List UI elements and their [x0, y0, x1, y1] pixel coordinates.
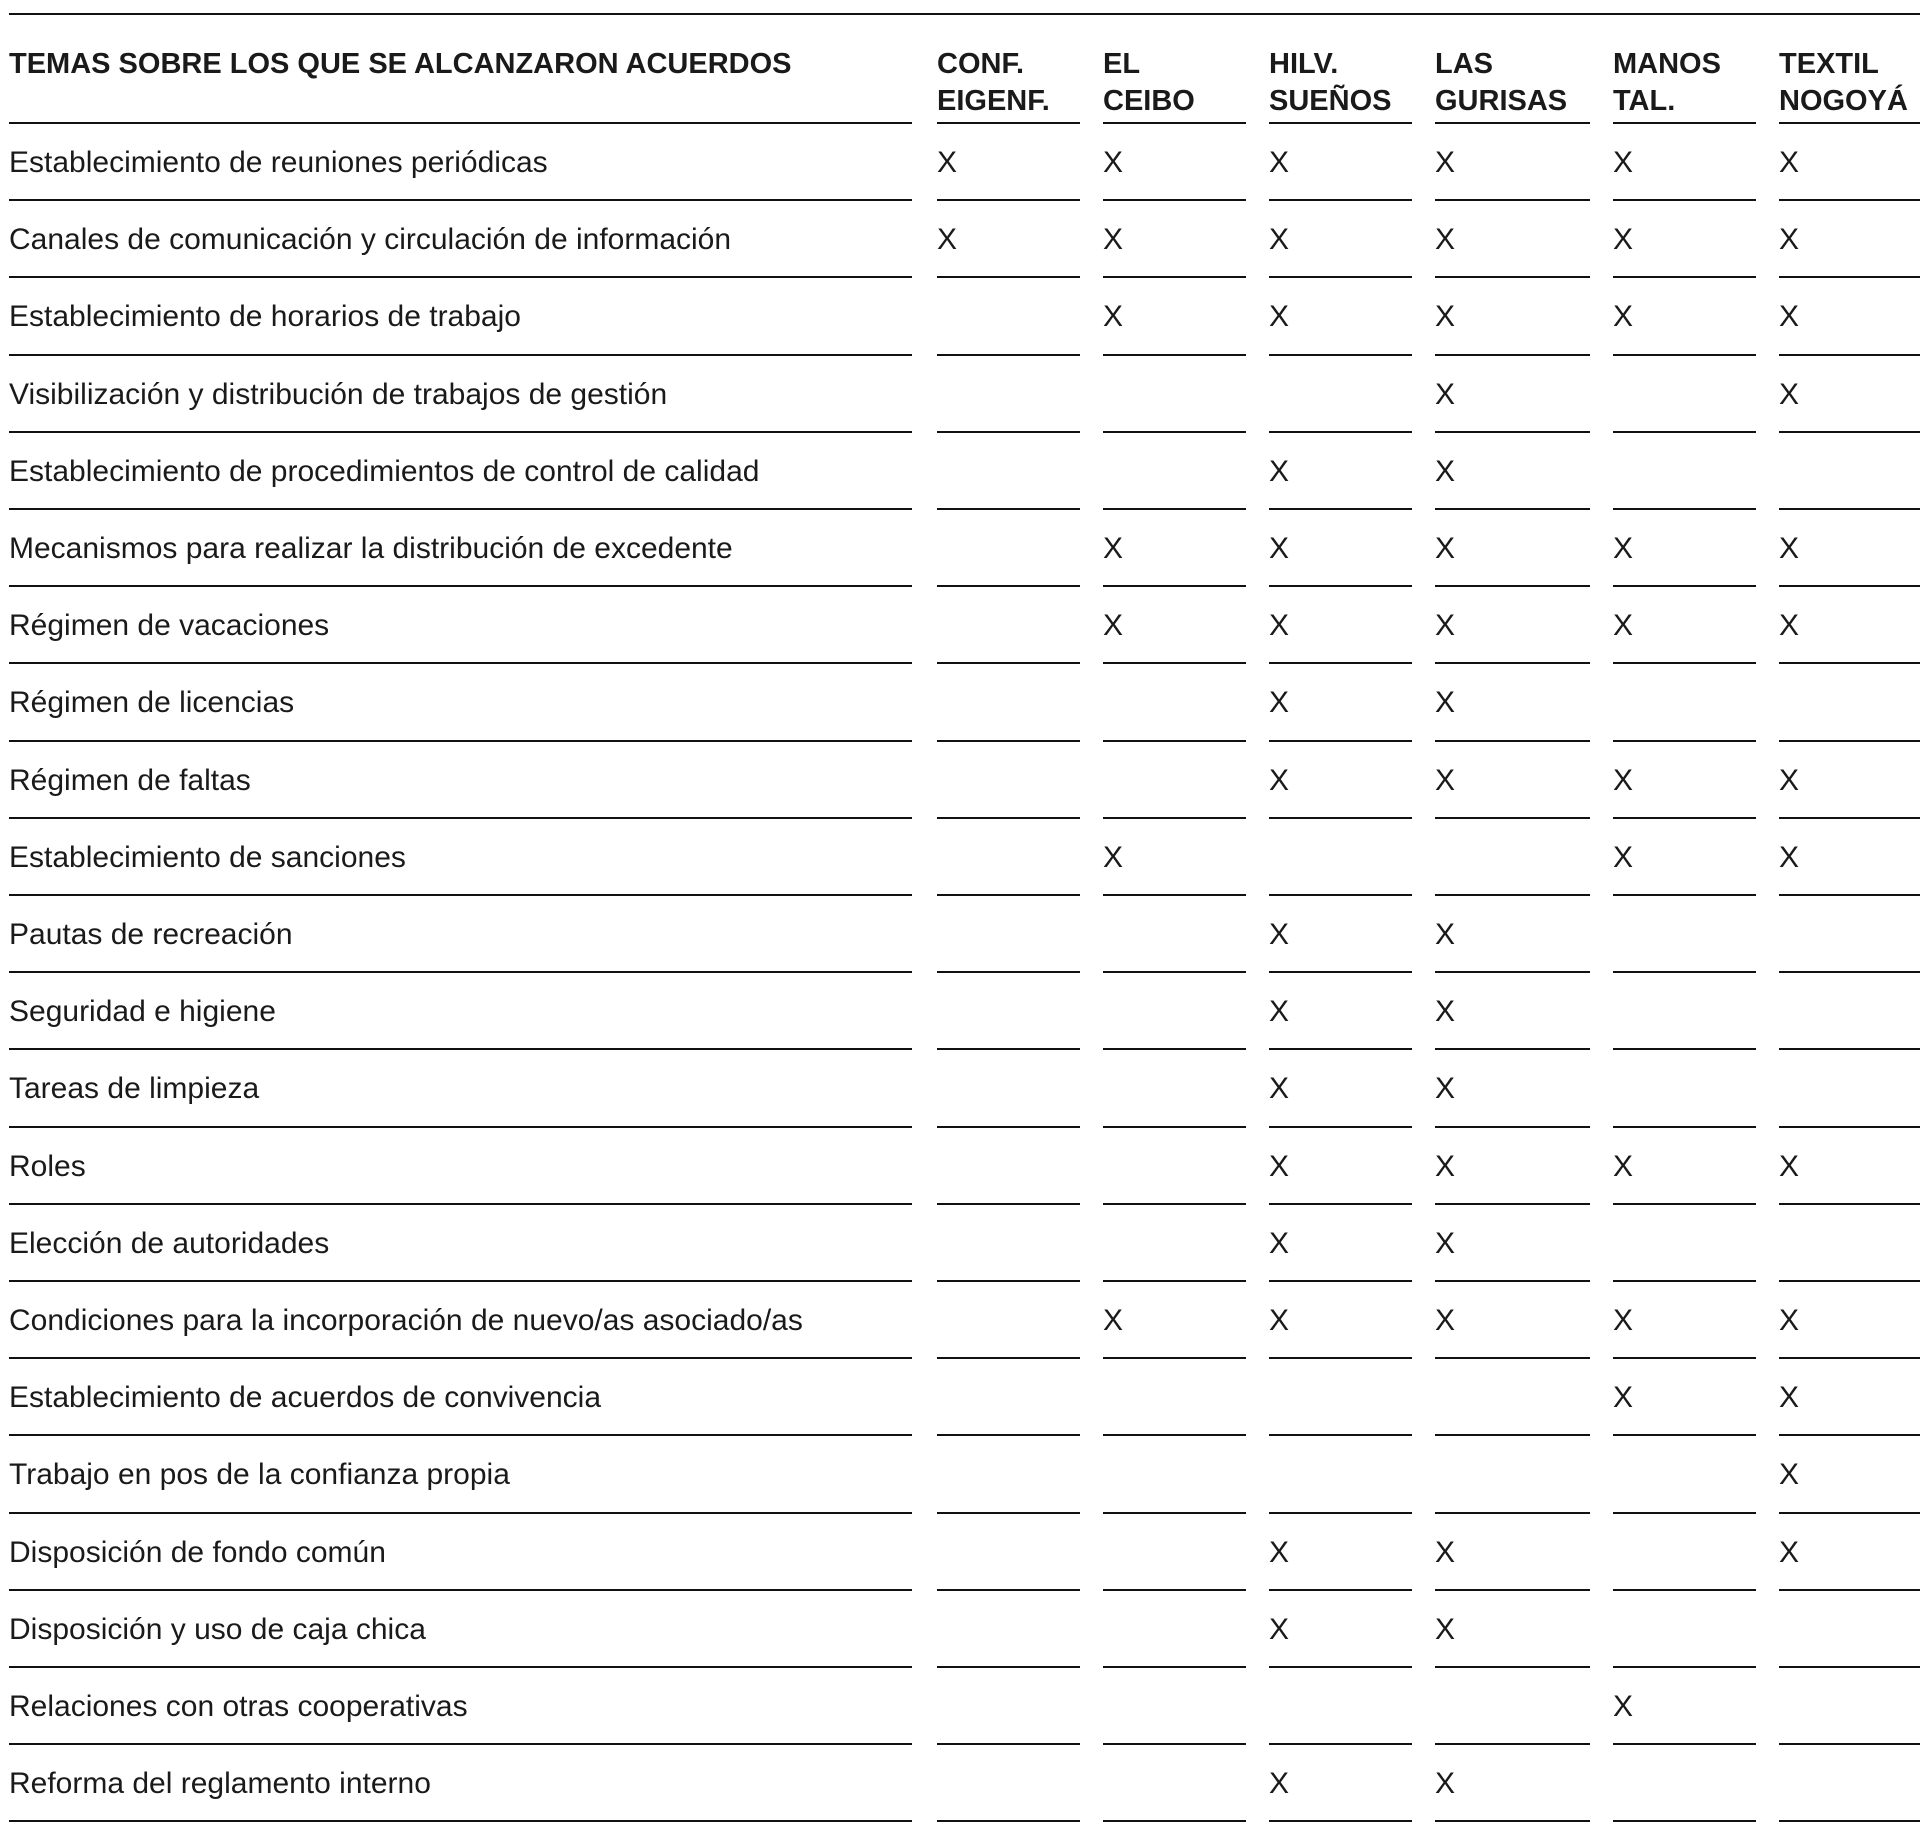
row-topic-tareas-de-limpieza: Tareas de limpieza [9, 1050, 912, 1127]
agreement-mark: X [1779, 1149, 1800, 1183]
agreement-mark: X [1103, 532, 1124, 565]
row-18-mark-col-6 [1779, 1436, 1920, 1513]
agreement-mark: X [1103, 609, 1124, 643]
row-21-mark-col-3 [1269, 1668, 1412, 1745]
row-10-mark-col-1 [937, 819, 1080, 896]
row-22-mark-col-4 [1435, 1745, 1590, 1822]
row-19-mark-col-5 [1613, 1514, 1756, 1591]
row-13-mark-col-5 [1613, 1050, 1756, 1127]
header-column-5: MANOS TAL. [1613, 14, 1756, 124]
header-column-4: LAS GURISAS [1435, 14, 1590, 124]
row-13-mark-col-4 [1435, 1050, 1590, 1127]
agreement-mark: X [1269, 1149, 1290, 1183]
row-5-mark-col-2 [1103, 433, 1246, 510]
agreement-mark: X [1435, 1767, 1456, 1801]
row-topic-disposicion-y-uso-de-caja-chica: Disposición y uso de caja chica [9, 1591, 912, 1668]
agreement-mark: X [1269, 300, 1290, 334]
row-13-mark-col-3 [1269, 1050, 1412, 1127]
row-1-mark-col-5 [1613, 124, 1756, 201]
header-topic: TEMAS SOBRE LOS QUE SE ALCANZARON ACUERDOS [9, 14, 912, 124]
agreement-mark: X [1269, 454, 1290, 488]
row-6-mark-col-4 [1435, 510, 1590, 587]
row-topic-canales-de-comunicacion-y-circulacion-de-informacion: Canales de comunicación y circulación de información [9, 201, 912, 278]
agreement-mark: X [1103, 840, 1124, 874]
agreement-mark: X [1779, 609, 1800, 643]
agreement-mark: X [1435, 1535, 1456, 1569]
row-12-mark-col-5 [1613, 973, 1756, 1050]
row-16-mark-col-5 [1613, 1282, 1756, 1359]
row-11-mark-col-2 [1103, 896, 1246, 973]
row-10-mark-col-4 [1435, 819, 1590, 896]
row-5-mark-col-5 [1613, 433, 1756, 510]
agreement-mark: X [1779, 1535, 1800, 1569]
agreement-mark: X [1435, 1612, 1456, 1646]
agreement-mark: X [1103, 1304, 1124, 1337]
agreement-mark: X [1269, 1767, 1290, 1801]
row-15-mark-col-2 [1103, 1205, 1246, 1282]
row-12-mark-col-6 [1779, 973, 1920, 1050]
row-topic-establecimiento-de-horarios-de-trabajo: Establecimiento de horarios de trabajo [9, 278, 912, 355]
row-18-mark-col-5 [1613, 1436, 1756, 1513]
row-18-mark-col-3 [1269, 1436, 1412, 1513]
row-12-mark-col-2 [1103, 973, 1246, 1050]
row-19-mark-col-1 [937, 1514, 1080, 1591]
header-column-2: EL CEIBO [1103, 14, 1246, 124]
agreement-mark: X [1435, 223, 1456, 257]
row-topic-visibilizacion-y-distribucion-de-trabajos-de-gestion: Visibilización y distribución de trabajos de gestión [9, 356, 912, 433]
agreement-mark: X [937, 223, 958, 257]
agreement-mark: X [1779, 840, 1800, 874]
row-20-mark-col-1 [937, 1591, 1080, 1668]
row-12-mark-col-4 [1435, 973, 1590, 1050]
row-7-mark-col-5 [1613, 587, 1756, 664]
row-topic-trabajo-en-pos-de-la-confianza-propia: Trabajo en pos de la confianza propia [9, 1436, 912, 1513]
row-16-mark-col-4 [1435, 1282, 1590, 1359]
row-1-mark-col-3 [1269, 124, 1412, 201]
agreement-mark: X [1103, 300, 1124, 334]
row-7-mark-col-4 [1435, 587, 1590, 664]
row-19-mark-col-3 [1269, 1514, 1412, 1591]
row-2-mark-col-4 [1435, 201, 1590, 278]
agreement-mark: X [1269, 609, 1290, 643]
row-8-mark-col-5 [1613, 664, 1756, 741]
row-10-mark-col-3 [1269, 819, 1412, 896]
agreement-mark: X [1613, 532, 1634, 565]
row-9-mark-col-1 [937, 742, 1080, 819]
row-9-mark-col-6 [1779, 742, 1920, 819]
agreement-mark: X [1779, 1304, 1800, 1337]
row-2-mark-col-5 [1613, 201, 1756, 278]
agreement-mark: X [1435, 1304, 1456, 1337]
row-topic-regimen-de-vacaciones: Régimen de vacaciones [9, 587, 912, 664]
row-6-mark-col-2 [1103, 510, 1246, 587]
row-topic-disposicion-de-fondo-comun: Disposición de fondo común [9, 1514, 912, 1591]
row-19-mark-col-4 [1435, 1514, 1590, 1591]
row-8-mark-col-1 [937, 664, 1080, 741]
row-14-mark-col-4 [1435, 1128, 1590, 1205]
header-column-1: CONF. EIGENF. [937, 14, 1080, 124]
row-14-mark-col-1 [937, 1128, 1080, 1205]
agreement-mark: X [1435, 532, 1456, 565]
row-5-mark-col-1 [937, 433, 1080, 510]
row-1-mark-col-1 [937, 124, 1080, 201]
agreement-mark: X [1435, 454, 1456, 488]
row-topic-establecimiento-de-reuniones-periodicas: Establecimiento de reuniones periódicas [9, 124, 912, 201]
row-7-mark-col-3 [1269, 587, 1412, 664]
row-5-mark-col-6 [1779, 433, 1920, 510]
agreement-mark: X [1269, 1226, 1290, 1260]
row-4-mark-col-5 [1613, 356, 1756, 433]
row-6-mark-col-1 [937, 510, 1080, 587]
agreement-mark: X [1613, 763, 1634, 797]
row-12-mark-col-1 [937, 973, 1080, 1050]
agreement-mark: X [1435, 686, 1456, 720]
agreement-mark: X [1613, 1690, 1634, 1723]
row-12-mark-col-3 [1269, 973, 1412, 1050]
agreement-mark: X [1269, 1072, 1290, 1106]
row-1-mark-col-2 [1103, 124, 1246, 201]
row-topic-establecimiento-de-procedimientos-de-control-de-calidad: Establecimiento de procedimientos de control de calidad [9, 433, 912, 510]
row-18-mark-col-4 [1435, 1436, 1590, 1513]
row-13-mark-col-2 [1103, 1050, 1246, 1127]
agreement-mark: X [1103, 223, 1124, 257]
row-2-mark-col-1 [937, 201, 1080, 278]
row-22-mark-col-5 [1613, 1745, 1756, 1822]
row-3-mark-col-6 [1779, 278, 1920, 355]
row-4-mark-col-4 [1435, 356, 1590, 433]
row-3-mark-col-1 [937, 278, 1080, 355]
row-21-mark-col-2 [1103, 1668, 1246, 1745]
row-topic-roles: Roles [9, 1128, 912, 1205]
row-3-mark-col-2 [1103, 278, 1246, 355]
row-16-mark-col-2 [1103, 1282, 1246, 1359]
row-21-mark-col-4 [1435, 1668, 1590, 1745]
agreement-mark: X [1779, 377, 1800, 411]
agreement-mark: X [1613, 223, 1634, 257]
agreement-mark: X [1613, 1149, 1634, 1183]
row-9-mark-col-4 [1435, 742, 1590, 819]
agreement-mark: X [1435, 1226, 1456, 1260]
row-topic-regimen-de-faltas: Régimen de faltas [9, 742, 912, 819]
row-16-mark-col-3 [1269, 1282, 1412, 1359]
agreement-mark: X [1103, 146, 1124, 179]
agreement-mark: X [1779, 300, 1800, 334]
row-topic-mecanismos-para-realizar-la-distribucion-de-excedente: Mecanismos para realizar la distribución de excedente [9, 510, 912, 587]
row-11-mark-col-6 [1779, 896, 1920, 973]
row-9-mark-col-2 [1103, 742, 1246, 819]
row-13-mark-col-1 [937, 1050, 1080, 1127]
row-topic-pautas-de-recreacion: Pautas de recreación [9, 896, 912, 973]
row-14-mark-col-2 [1103, 1128, 1246, 1205]
row-3-mark-col-3 [1269, 278, 1412, 355]
row-15-mark-col-4 [1435, 1205, 1590, 1282]
agreement-mark: X [1613, 146, 1634, 179]
agreement-mark: X [1269, 146, 1290, 179]
row-20-mark-col-6 [1779, 1591, 1920, 1668]
row-22-mark-col-1 [937, 1745, 1080, 1822]
agreement-mark: X [1269, 1535, 1290, 1569]
agreement-mark: X [1779, 532, 1800, 565]
agreement-mark: X [1779, 1458, 1800, 1492]
row-20-mark-col-5 [1613, 1591, 1756, 1668]
row-5-mark-col-4 [1435, 433, 1590, 510]
row-4-mark-col-1 [937, 356, 1080, 433]
row-topic-condiciones-para-la-incorporacion-de-nuevo-as-asociado-as: Condiciones para la incorporación de nuevo/as asociado/as [9, 1282, 912, 1359]
row-18-mark-col-2 [1103, 1436, 1246, 1513]
agreement-mark: X [1269, 763, 1290, 797]
row-1-mark-col-4 [1435, 124, 1590, 201]
row-7-mark-col-1 [937, 587, 1080, 664]
agreement-mark: X [1269, 1304, 1290, 1337]
row-15-mark-col-5 [1613, 1205, 1756, 1282]
row-22-mark-col-6 [1779, 1745, 1920, 1822]
row-4-mark-col-2 [1103, 356, 1246, 433]
row-21-mark-col-6 [1779, 1668, 1920, 1745]
row-9-mark-col-5 [1613, 742, 1756, 819]
row-4-mark-col-3 [1269, 356, 1412, 433]
agreement-mark: X [1779, 223, 1800, 257]
row-11-mark-col-1 [937, 896, 1080, 973]
row-14-mark-col-6 [1779, 1128, 1920, 1205]
header-column-6: TEXTIL NOGOYÁ [1779, 14, 1920, 124]
row-15-mark-col-3 [1269, 1205, 1412, 1282]
row-9-mark-col-3 [1269, 742, 1412, 819]
row-topic-regimen-de-licencias: Régimen de licencias [9, 664, 912, 741]
row-topic-establecimiento-de-sanciones: Establecimiento de sanciones [9, 819, 912, 896]
row-topic-establecimiento-de-acuerdos-de-convivencia: Establecimiento de acuerdos de convivencia [9, 1359, 912, 1436]
agreement-mark: X [1435, 995, 1456, 1029]
agreement-mark: X [1269, 223, 1290, 257]
row-18-mark-col-1 [937, 1436, 1080, 1513]
agreement-mark: X [1435, 763, 1456, 797]
agreement-mark: X [1613, 300, 1634, 334]
row-7-mark-col-6 [1779, 587, 1920, 664]
row-22-mark-col-3 [1269, 1745, 1412, 1822]
row-13-mark-col-6 [1779, 1050, 1920, 1127]
agreement-mark: X [1435, 609, 1456, 643]
row-6-mark-col-5 [1613, 510, 1756, 587]
agreement-mark: X [1613, 1381, 1634, 1415]
row-19-mark-col-2 [1103, 1514, 1246, 1591]
row-22-mark-col-2 [1103, 1745, 1246, 1822]
agreement-mark: X [1435, 918, 1456, 951]
row-10-mark-col-5 [1613, 819, 1756, 896]
agreement-mark: X [1435, 1149, 1456, 1183]
row-2-mark-col-6 [1779, 201, 1920, 278]
row-17-mark-col-6 [1779, 1359, 1920, 1436]
row-11-mark-col-4 [1435, 896, 1590, 973]
agreement-mark: X [1269, 532, 1290, 565]
row-1-mark-col-6 [1779, 124, 1920, 201]
row-10-mark-col-2 [1103, 819, 1246, 896]
row-topic-reforma-del-reglamento-interno: Reforma del reglamento interno [9, 1745, 912, 1822]
row-8-mark-col-3 [1269, 664, 1412, 741]
agreement-mark: X [1269, 995, 1290, 1029]
header-column-3: HILV. SUEÑOS [1269, 14, 1412, 124]
row-10-mark-col-6 [1779, 819, 1920, 896]
agreement-mark: X [1613, 1304, 1634, 1337]
row-15-mark-col-1 [937, 1205, 1080, 1282]
row-17-mark-col-3 [1269, 1359, 1412, 1436]
row-8-mark-col-6 [1779, 664, 1920, 741]
row-20-mark-col-3 [1269, 1591, 1412, 1668]
agreement-mark: X [1269, 918, 1290, 951]
agreement-mark: X [1269, 686, 1290, 720]
row-19-mark-col-6 [1779, 1514, 1920, 1591]
row-5-mark-col-3 [1269, 433, 1412, 510]
agreement-mark: X [1613, 609, 1634, 643]
row-16-mark-col-1 [937, 1282, 1080, 1359]
agreement-mark: X [1779, 1381, 1800, 1415]
row-21-mark-col-5 [1613, 1668, 1756, 1745]
agreement-mark: X [1435, 377, 1456, 411]
row-8-mark-col-4 [1435, 664, 1590, 741]
row-topic-relaciones-con-otras-cooperativas: Relaciones con otras cooperativas [9, 1668, 912, 1745]
row-topic-seguridad-e-higiene: Seguridad e higiene [9, 973, 912, 1050]
row-14-mark-col-5 [1613, 1128, 1756, 1205]
row-11-mark-col-5 [1613, 896, 1756, 973]
row-20-mark-col-4 [1435, 1591, 1590, 1668]
row-2-mark-col-3 [1269, 201, 1412, 278]
row-15-mark-col-6 [1779, 1205, 1920, 1282]
agreement-mark: X [1435, 300, 1456, 334]
agreement-mark: X [1435, 1072, 1456, 1106]
row-6-mark-col-6 [1779, 510, 1920, 587]
row-2-mark-col-2 [1103, 201, 1246, 278]
agreement-mark: X [1613, 840, 1634, 874]
row-17-mark-col-5 [1613, 1359, 1756, 1436]
row-16-mark-col-6 [1779, 1282, 1920, 1359]
row-17-mark-col-4 [1435, 1359, 1590, 1436]
row-4-mark-col-6 [1779, 356, 1920, 433]
agreement-mark: X [1269, 1612, 1290, 1646]
row-21-mark-col-1 [937, 1668, 1080, 1745]
agreement-mark: X [1779, 146, 1800, 179]
agreement-mark: X [1779, 763, 1800, 797]
row-3-mark-col-4 [1435, 278, 1590, 355]
row-17-mark-col-1 [937, 1359, 1080, 1436]
agreement-mark: X [1435, 146, 1456, 179]
row-14-mark-col-3 [1269, 1128, 1412, 1205]
row-6-mark-col-3 [1269, 510, 1412, 587]
row-11-mark-col-3 [1269, 896, 1412, 973]
row-8-mark-col-2 [1103, 664, 1246, 741]
row-3-mark-col-5 [1613, 278, 1756, 355]
row-topic-eleccion-de-autoridades: Elección de autoridades [9, 1205, 912, 1282]
row-17-mark-col-2 [1103, 1359, 1246, 1436]
agreement-mark: X [937, 146, 958, 179]
row-7-mark-col-2 [1103, 587, 1246, 664]
row-20-mark-col-2 [1103, 1591, 1246, 1668]
